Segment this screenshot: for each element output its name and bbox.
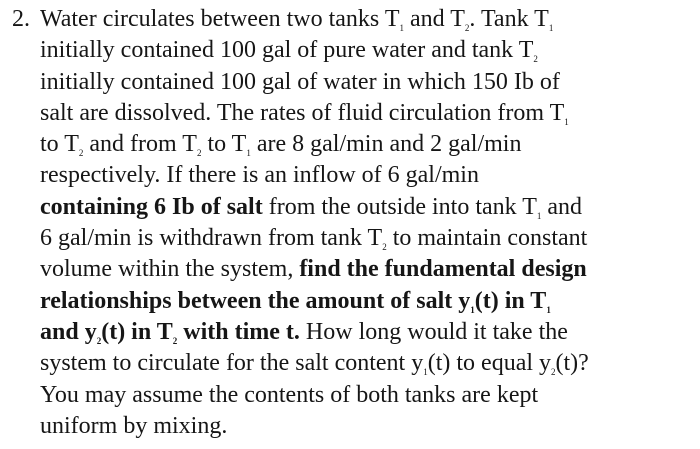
subscript: 2 — [464, 23, 470, 33]
text-segment: to maintain constant — [386, 225, 588, 252]
text-line — [40, 411, 690, 442]
text-line — [40, 380, 690, 411]
text-segment: are 8 gal/min and 2 gal/min — [250, 131, 522, 158]
subscript: 2 — [382, 242, 387, 253]
text-line — [40, 317, 690, 348]
text-line — [40, 67, 690, 98]
bold-subscript: 2 — [96, 335, 102, 346]
text-line — [40, 129, 690, 160]
text-segment: How long would it take the — [299, 318, 568, 345]
text-segment: to T — [201, 131, 247, 158]
text-segment: You may assume the contents of both tanks are kept — [40, 381, 539, 408]
bold-text-segment: find the fundamental design — [299, 256, 587, 283]
subscript: 1 — [548, 23, 554, 33]
bold-text-segment: with time t. — [177, 318, 300, 345]
text-line — [40, 4, 690, 35]
subscript: 2 — [533, 54, 538, 65]
text-segment: and T — [403, 6, 465, 32]
text-segment: Water circulates between two tanks T — [40, 6, 400, 32]
text-segment: volume within the system, — [40, 256, 300, 283]
bold-text-segment: containing 6 Ib of salt — [40, 193, 263, 220]
problem-body — [40, 4, 690, 442]
bold-text-segment: (t) in T — [474, 287, 547, 314]
text-segment: . Tank T — [469, 6, 549, 32]
text-segment: and — [541, 193, 583, 220]
subscript: 2 — [196, 148, 202, 159]
text-segment: system to circulate for the salt content y — [40, 350, 424, 377]
bold-subscript: 1 — [546, 304, 551, 315]
problem-number: 2. — [12, 6, 30, 32]
text-segment: uniform by mixing. — [40, 412, 228, 439]
text-segment: and from T — [83, 131, 197, 158]
text-line — [40, 348, 690, 379]
subscript: 1 — [536, 210, 542, 221]
subscript: 1 — [564, 116, 569, 127]
text-line — [40, 35, 690, 66]
text-segment: to T — [40, 131, 79, 158]
text-line — [40, 223, 690, 254]
subscript: 1 — [399, 23, 404, 33]
text-segment: (t) to equal y — [427, 350, 552, 377]
text-segment: initially contained 100 gal of pure water and tank T — [40, 37, 534, 64]
text-line — [40, 98, 690, 129]
bold-text-segment: relationships between the amount of salt y — [40, 287, 471, 314]
subscript: 2 — [78, 148, 84, 159]
text-segment: 6 gal/min is withdrawn from tank T — [40, 225, 383, 252]
text-segment: from the outside into tank T — [262, 193, 537, 220]
text-segment: salt are dissolved. The rates of fluid circulation from T — [40, 99, 565, 126]
text-segment: (t)? — [555, 350, 589, 377]
subscript: 1 — [423, 367, 428, 378]
text-segment: respectively. If there is an inflow of 6 gal/min — [40, 162, 479, 189]
subscript: 1 — [246, 148, 251, 159]
subscript: 2 — [551, 367, 556, 378]
text-line — [40, 254, 690, 285]
bold-text-segment: and y — [40, 318, 97, 345]
text-line — [40, 160, 690, 191]
text-segment: initially contained 100 gal of water in which 150 Ib of — [40, 68, 560, 95]
text-line — [40, 286, 690, 317]
text-line — [40, 192, 690, 223]
bold-subscript: 1 — [470, 304, 475, 315]
bold-text-segment: (t) in T — [101, 318, 173, 345]
bold-subscript: 2 — [172, 335, 178, 346]
